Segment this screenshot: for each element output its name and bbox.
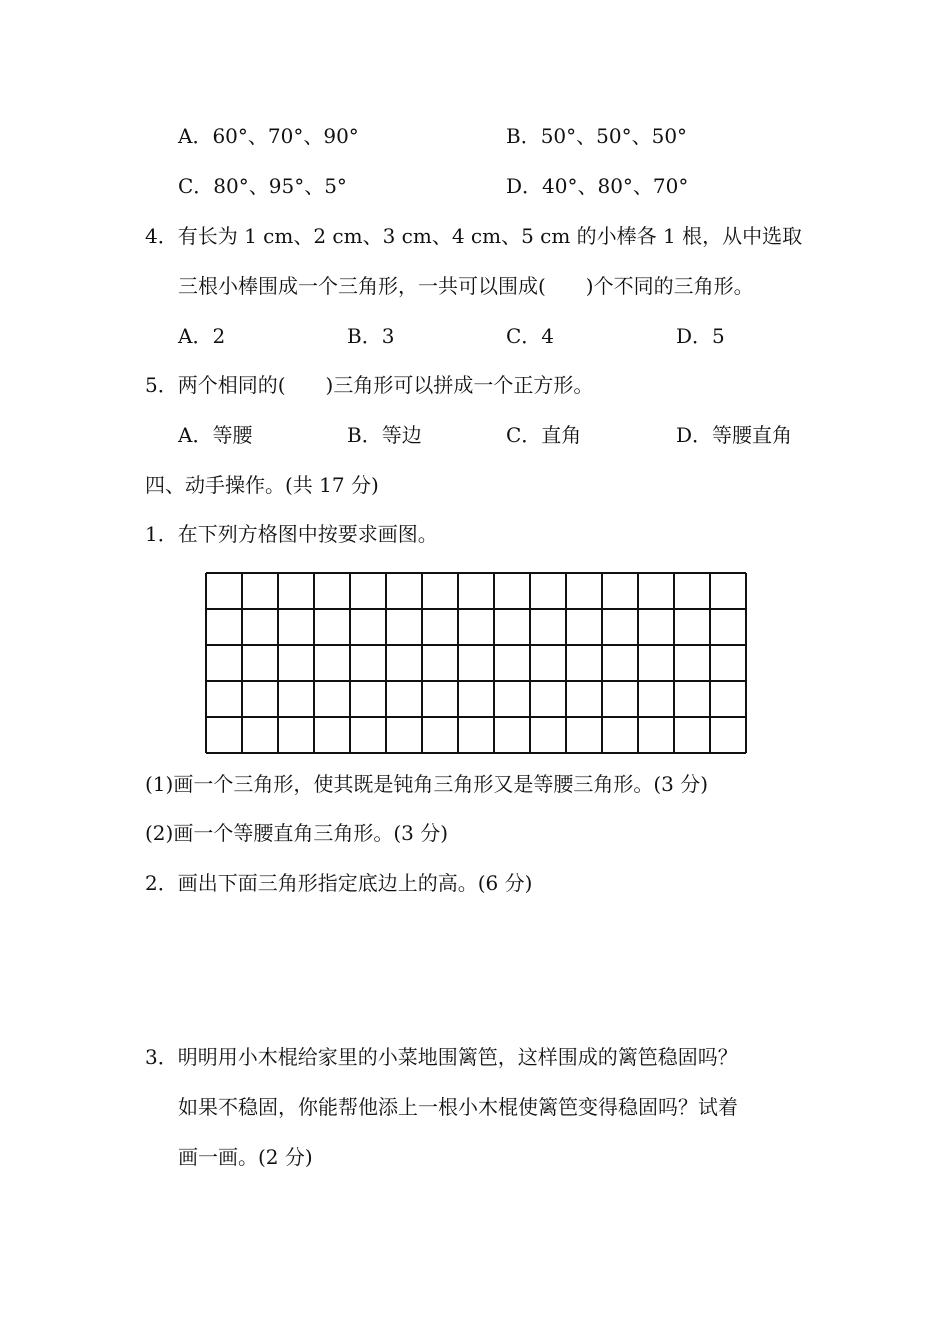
q5-option-b: B．等边	[347, 423, 422, 447]
problem-3-text-line1: 3．明明用小木棍给家里的小菜地围篱笆，这样围成的篱笆稳固吗？	[145, 1045, 738, 1069]
q3-option-d: D．40°、80°、70°	[506, 174, 689, 198]
problem-3-text-line3: 画一画。(2 分)	[178, 1145, 313, 1169]
q4-option-d: D．5	[676, 324, 725, 348]
q4-option-a: A．2	[178, 324, 226, 348]
square-grid[interactable]	[205, 572, 747, 754]
q4-text-line2: 三根小棒围成一个三角形，一共可以围成( )个不同的三角形。	[178, 274, 754, 298]
section-heading: 四、动手操作。(共 17 分)	[145, 473, 379, 497]
problem-1-part-2: (2)画一个等腰直角三角形。(3 分)	[145, 821, 449, 845]
q5-option-c: C．直角	[506, 423, 582, 447]
q5-option-a: A．等腰	[178, 423, 253, 447]
q5-option-d: D．等腰直角	[676, 423, 793, 447]
problem-2-text: 2．画出下面三角形指定底边上的高。(6 分)	[145, 871, 533, 895]
q3-option-a: A．60°、70°、90°	[178, 124, 359, 148]
problem-1-part-1: (1)画一个三角形，使其既是钝角三角形又是等腰三角形。(3 分)	[145, 772, 709, 796]
q4-text-line1: 4．有长为 1 cm、2 cm、3 cm、4 cm、5 cm 的小棒各 1 根，从中选取	[145, 224, 803, 248]
q5-text: 5．两个相同的( )三角形可以拼成一个正方形。	[145, 373, 594, 397]
q4-option-c: C．4	[506, 324, 555, 348]
q4-option-b: B．3	[347, 324, 395, 348]
problem-3-text-line2: 如果不稳固，你能帮他添上一根小木棍使篱笆变得稳固吗？试着	[178, 1095, 738, 1119]
q3-option-b: B．50°、50°、50°	[506, 124, 688, 148]
problem-1-text: 1．在下列方格图中按要求画图。	[145, 522, 438, 546]
q3-option-c: C．80°、95°、5°	[178, 174, 347, 198]
